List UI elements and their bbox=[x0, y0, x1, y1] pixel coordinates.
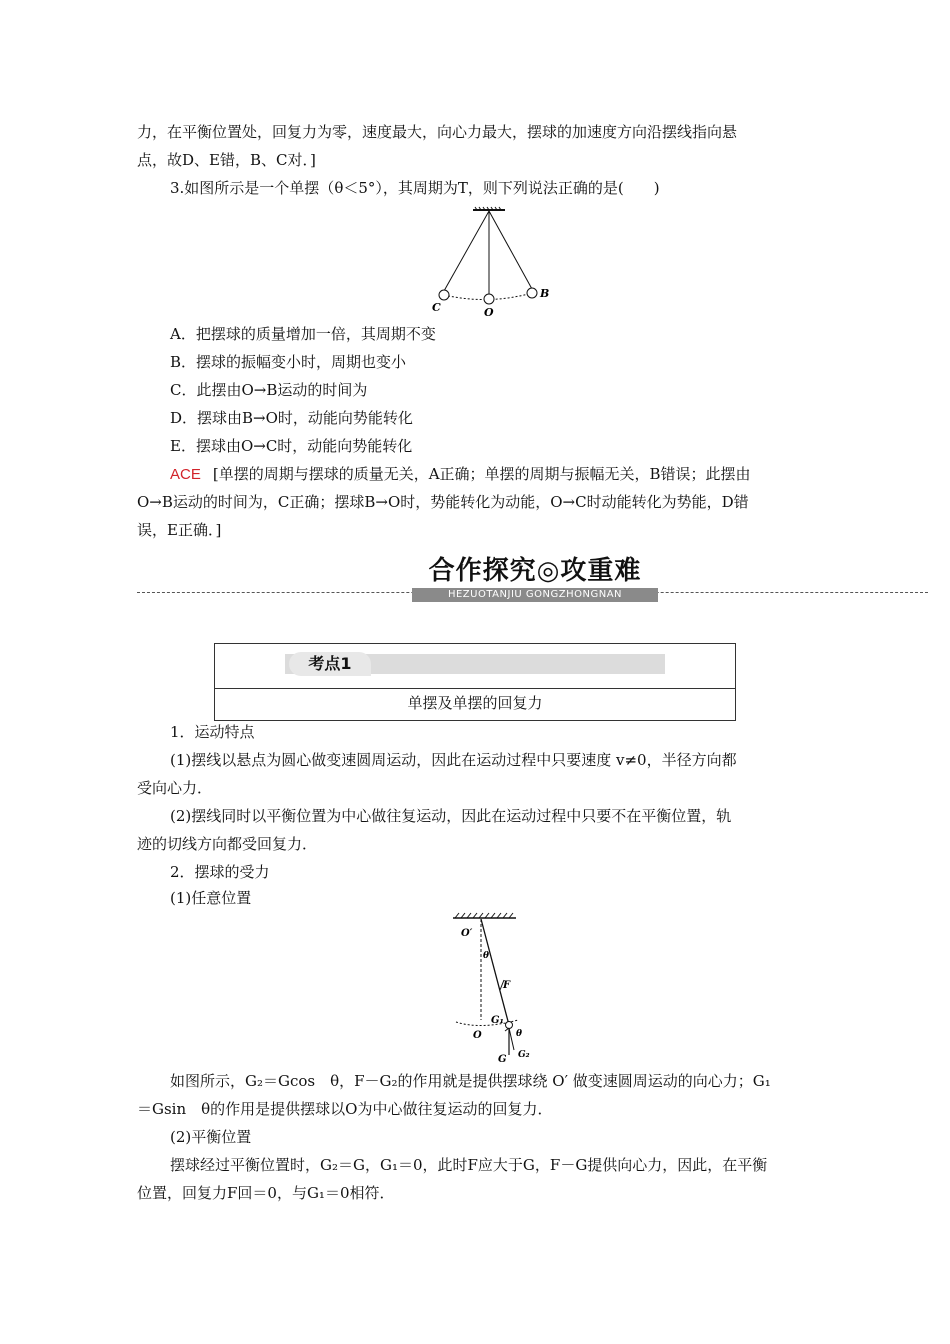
label-b: B bbox=[540, 287, 550, 300]
section-banner bbox=[410, 554, 660, 602]
pendulum-string bbox=[481, 919, 509, 1025]
label-theta-top: θ bbox=[483, 951, 490, 961]
ball-c bbox=[439, 290, 449, 300]
option-a: A．把摆球的质量增加一倍，其周期不变 bbox=[170, 325, 436, 343]
text-line: 迹的切线方向都受回复力． bbox=[137, 835, 318, 853]
text-line: 如图所示，G₂＝Gcos θ，F－G₂的作用就是提供摆球绕 O′ 做变速圆周运动的向心力；G₁ bbox=[170, 1072, 771, 1090]
label-g2: G₂ bbox=[518, 1050, 530, 1060]
question-3: 3.如图所示是一个单摆（θ＜5°），其周期为T，则下列说法正确的是( ) bbox=[170, 179, 660, 197]
pendulum-ball bbox=[506, 1022, 513, 1029]
label-c: C bbox=[432, 301, 441, 314]
answer-label: ACE bbox=[170, 466, 201, 483]
option-c: C．此摆由O→B运动的时间为 bbox=[170, 381, 368, 399]
string-b bbox=[489, 211, 532, 289]
subheading: (2)平衡位置 bbox=[170, 1128, 252, 1146]
heading-1: 1．运动特点 bbox=[170, 723, 255, 741]
text-line: 误，E正确．] bbox=[137, 521, 222, 539]
ball-o bbox=[484, 294, 494, 304]
force-diagram bbox=[448, 910, 548, 1065]
answer-text: [单摆的周期与摆球的质量无关，A正确；单摆的周期与振幅无关，B错误；此摆由 bbox=[212, 465, 751, 483]
label-f: F bbox=[503, 980, 511, 991]
text-line: (1)摆线以悬点为圆心做变速圆周运动，因此在运动过程中只要速度 v≠0，半径方向都 bbox=[170, 751, 737, 769]
text-line: ＝Gsin θ的作用是提供摆球以O为中心做往复运动的回复力． bbox=[137, 1100, 553, 1118]
label-g1: G₁ bbox=[491, 1015, 504, 1026]
option-e: E．摆球由O→C时，动能向势能转化 bbox=[170, 437, 413, 455]
label-theta-bottom: θ bbox=[516, 1029, 523, 1039]
text-line: 点，故D、E错，B、C对．] bbox=[137, 151, 316, 169]
label-g: G bbox=[498, 1054, 507, 1065]
pendulum-figure bbox=[425, 205, 555, 320]
topic-box bbox=[214, 643, 736, 721]
heading-2: 2．摆球的受力 bbox=[170, 863, 270, 881]
text-line: 位置，回复力F回＝0，与G₁＝0相符． bbox=[137, 1184, 395, 1202]
topic-divider bbox=[215, 688, 735, 689]
section-subtitle: HEZUOTANJIU GONGZHONGNAN bbox=[412, 588, 658, 602]
text-line: 力，在平衡位置处，回复力为零，速度最大，向心力最大，摆球的加速度方向沿摆线指向悬 bbox=[137, 123, 738, 141]
ball-b bbox=[527, 288, 537, 298]
text-line: (2)摆线同时以平衡位置为中心做往复运动，因此在运动过程中只要不在平衡位置，轨 bbox=[170, 807, 732, 825]
topic-label: 考点1 bbox=[289, 652, 371, 676]
string-c bbox=[444, 211, 489, 291]
subheading: (1)任意位置 bbox=[170, 889, 252, 907]
text-line: O→B运动的时间为，C正确；摆球B→O时，势能转化为动能，O→C时动能转化为势能，D错 bbox=[137, 493, 749, 511]
text-line: 受向心力． bbox=[137, 779, 213, 797]
answer-line bbox=[170, 463, 751, 486]
label-o: O bbox=[473, 1030, 482, 1041]
g2-vector bbox=[509, 1028, 514, 1050]
section-title: 合作探究◎攻重难 bbox=[428, 556, 642, 586]
option-d: D．摆球由B→O时，动能向势能转化 bbox=[170, 409, 413, 427]
topic-title: 单摆及单摆的回复力 bbox=[407, 694, 543, 712]
label-o-prime: O′ bbox=[461, 928, 473, 939]
option-b: B．摆球的振幅变小时，周期也变小 bbox=[170, 353, 407, 371]
text-line: 摆球经过平衡位置时，G₂＝G，G₁＝0，此时F应大于G，F－G提供向心力，因此，在平衡 bbox=[170, 1156, 768, 1174]
label-o: O bbox=[484, 306, 494, 319]
